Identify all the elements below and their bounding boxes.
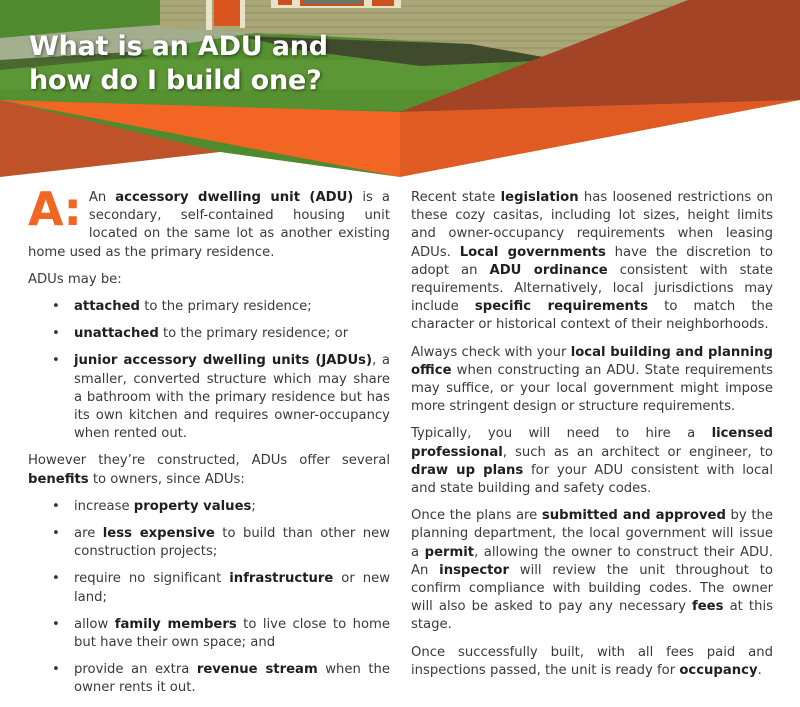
permit-paragraph: Once the plans are submitted and approved by the planning department, the local government will issue a permit, allowing the owner to construct their ADU. An inspector will review the unit throughout to confirm compliance with building codes. The owner will also be asked to pay any necessary fees at this stage. — [411, 508, 773, 633]
benefits-list — [28, 498, 390, 698]
adu-types-list — [28, 298, 390, 443]
title-line-2: how do I build one? — [29, 65, 322, 96]
header-banner — [0, 0, 800, 180]
list-item: • provide an extra revenue stream when the owner rents it out. — [52, 661, 390, 697]
list-item: • require no significant infrastructure or new land; — [52, 570, 390, 606]
professional-paragraph: Typically, you will need to hire a licensed professional, such as an architect or engineer, to draw up plans for your ADU consistent with local and state building and safety codes. — [411, 426, 773, 497]
list-item: • junior accessory dwelling units (JADUs), a smaller, converted structure which may share a bathroom with the primary residence but has its own kitchen and requires owner-occupancy when rented out. — [52, 352, 390, 443]
benefits-intro: However they’re constructed, ADUs offer several benefits to owners, since ADUs: — [28, 453, 390, 487]
list-item: • are less expensive to build than other new construction projects; — [52, 525, 390, 561]
door — [214, 0, 240, 26]
list-item: • allow family members to live close to home but have their own space; and — [52, 616, 390, 652]
page-title — [29, 30, 328, 98]
types-intro: ADUs may be: — [28, 271, 122, 287]
dropcap-answer: A: — [28, 182, 81, 236]
occupancy-paragraph: Once successfully built, with all fees paid and inspections passed, the unit is ready for occupancy. — [411, 644, 773, 678]
list-item: • unattached to the primary residence; or — [52, 325, 390, 343]
right-column — [411, 189, 773, 689]
intro-paragraph: A: An accessory dwelling unit (ADU) is a secondary, self-contained housing unit located on the same lot as another existing home used as the primary residence. — [28, 182, 390, 260]
term-adu: accessory dwelling unit (ADU) — [115, 190, 354, 205]
list-item: • increase property values; — [52, 498, 390, 516]
list-item: • attached to the primary residence; — [52, 298, 390, 316]
left-column — [28, 182, 390, 707]
legislation-paragraph: Recent state legislation has loosened restrictions on these cozy casitas, including lot sizes, height limits and owner-occupancy requirements when leasing ADUs. Local governments have the discretion to adopt an ADU ordinance consistent with state requirements. Alternatively, local jurisdictions may include specific requirements to match the character or historical context of their neighborhoods. — [411, 190, 774, 333]
title-line-1: What is an ADU and — [29, 31, 328, 62]
planning-office-paragraph: Always check with your local building and planning office when constructing an ADU. State requirements may suffice, or your local government might impose more stringent design or structure requirements. — [411, 344, 773, 415]
